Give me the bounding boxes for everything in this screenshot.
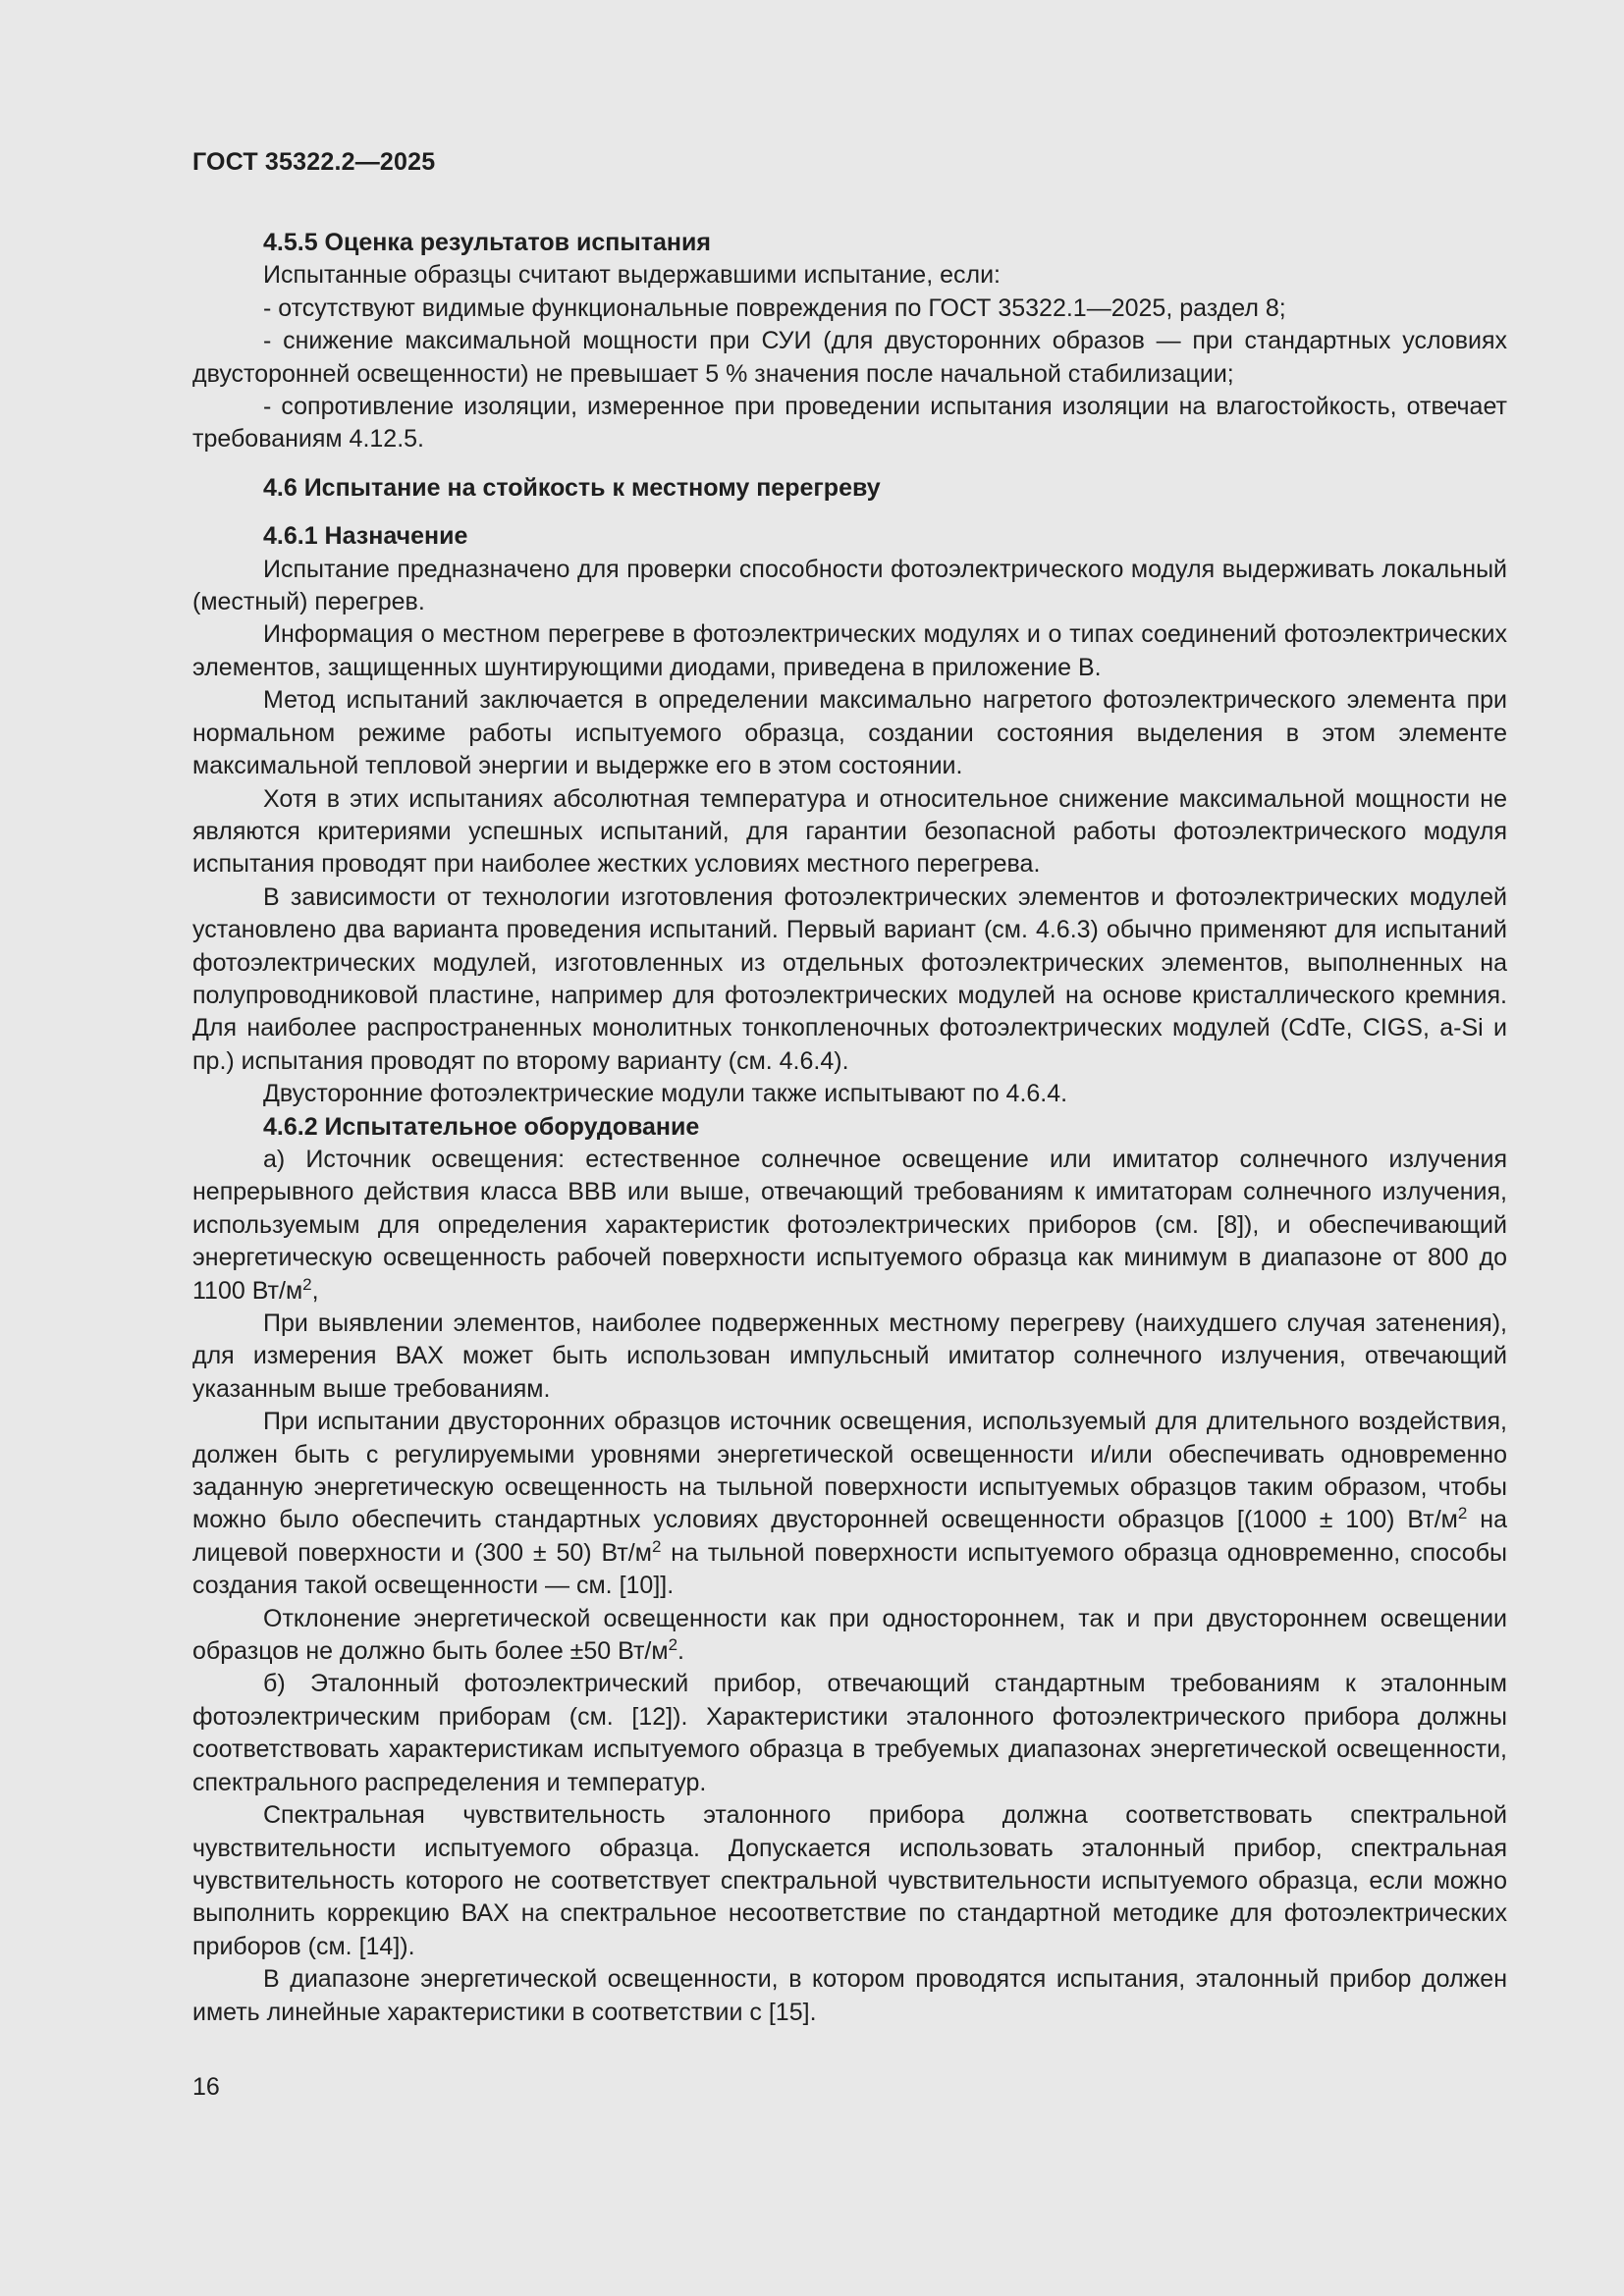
list-item: а) Источник освещения: естественное солнечное освещение или имитатор солнечного излучения непрерывного действия класса ВВВ или выше, отвечающий требованиям к имитаторам солнечного излучения, используемым для определения характеристик фотоэлектрических приборов (см. [8]), и обеспечивающий энергетическую освещенность рабочей поверхности испытуемого образца как минимум в диапазоне от 800 до 1100 $Вт/м^2$, [192,1145,1507,1305]
section-heading-4-6: 4.6 Испытание на стойкость к местному перегреву [263,473,881,502]
paragraph: В диапазоне энергетической освещенности, в котором проводятся испытания, эталонный прибор должен иметь линейные характеристики в соответствии с [15]. [192,1965,1507,2026]
paragraph: При испытании двусторонних образцов источник освещения, используемый для длительного воздействия, должен быть с регулируемыми уровнями энергетической освещенности и/или обеспечивать одновременно заданную энергетическую освещенность на тыльной поверхности испытуемых образцов таким образом, чтобы можно было обеспечить стандартных условиях двусторонней освещенности образцов [(1000 ± 100) $Вт/м^2$ на лицевой поверхности и (300 ± 50) $Вт/м^2$ на тыльной поверхности испытуемого образца одновременно, способы создания такой освещенности — см. [10]]. [192,1408,1507,1600]
superscript-2: 2 [651,1536,662,1556]
paragraph: Испытание предназначено для проверки способности фотоэлектрического модуля выдерживать локальный (местный) перегрев. [192,555,1507,616]
document-body [192,227,1507,2029]
paragraph: Хотя в этих испытаниях абсолютная температура и относительное снижение максимальной мощности не являются критериями успешных испытаний, для гарантии безопасной работы фотоэлектрического модуля испытания проводят при наиболее жестких условиях местного перегрева. [192,784,1507,879]
superscript-2: 2 [668,1635,678,1655]
section-heading-4-5-5: 4.5.5 Оценка результатов испытания [263,229,711,256]
list-item: - снижение максимальной мощности при СУИ (для двусторонних образов — при стандартных условиях двусторонней освещенности) не превышает 5 % значения после начальной стабилизации; [192,327,1507,388]
paragraph: Двусторонние фотоэлектрические модули также испытывают по 4.6.4. [263,1080,1068,1108]
document-header: ГОСТ 35322.2—2025 [192,148,436,176]
paragraph: Отклонение энергетической освещенности как при одностороннем, так и при двустороннем освещении образцов не должно быть более ±50 $Вт/м^2$. [192,1604,1507,1666]
superscript-2: 2 [302,1274,312,1294]
paragraph: Информация о местном перегреве в фотоэлектрических модулях и о типах соединений фотоэлектрических элементов, защищенных шунтирующими диодами, приведена в приложение В. [192,620,1507,681]
list-item: - сопротивление изоляции, измеренное при проведении испытания изоляции на влагостойкость, отвечает требованиям 4.12.5. [192,393,1507,454]
paragraph: При выявлении элементов, наиболее подверженных местному перегреву (наихудшего случая затенения), для измерения ВАХ может быть использован импульсный имитатор солнечного излучения, отвечающий указанным выше требованиям. [192,1309,1507,1403]
page-number: 16 [192,2073,220,2101]
list-item: б) Эталонный фотоэлектрический прибор, отвечающий стандартным требованиям к эталонным фотоэлектрическим приборам (см. [12]). Характеристики эталонного фотоэлектрического прибора должны соответствовать характеристикам испытуемого образца в требуемых диапазонах энергетической освещенности, спектрального распределения и температур. [192,1670,1507,1796]
superscript-2: 2 [1457,1504,1468,1523]
paragraph: В зависимости от технологии изготовления фотоэлектрических элементов и фотоэлектрических модулей установлено два варианта проведения испытаний. Первый вариант (см. 4.6.3) обычно применяют для испытаний фотоэлектрических модулей, изготовленных из отдельных фотоэлектрических элементов, выполненных на полупроводниковой пластине, например для фотоэлектрических модулей на основе кристаллического кремния. Для наиболее распространенных монолитных тонкопленочных фотоэлектрических модулей (CdTe, CIGS, a-Si и пр.) испытания проводят по второму варианту (см. 4.6.4). [192,882,1507,1075]
paragraph: Метод испытаний заключается в определении максимально нагретого фотоэлектрического элемента при нормальном режиме работы испытуемого образца, создании состояния выделения в этом элементе максимальной тепловой энергии и выдержке его в этом состоянии. [192,686,1507,780]
section-heading-4-6-1: 4.6.1 Назначение [263,522,468,551]
list-item: - отсутствуют видимые функциональные повреждения по ГОСТ 35322.1—2025, раздел 8; [263,294,1286,322]
section-heading-4-6-2: 4.6.2 Испытательное оборудование [263,1112,700,1141]
paragraph: Спектральная чувствительность эталонного прибора должна соответствовать спектральной чувствительности испытуемого образца. Допускается использовать эталонный прибор, спектральная чувствительность которого не соответствует спектральной чувствительности испытуемого образца, если можно выполнить коррекцию ВАХ на спектральное несоответствие по стандартной методике для фотоэлектрических приборов (см. [14]). [192,1801,1507,1960]
paragraph: Испытанные образцы считают выдержавшими испытание, если: [263,261,1001,290]
